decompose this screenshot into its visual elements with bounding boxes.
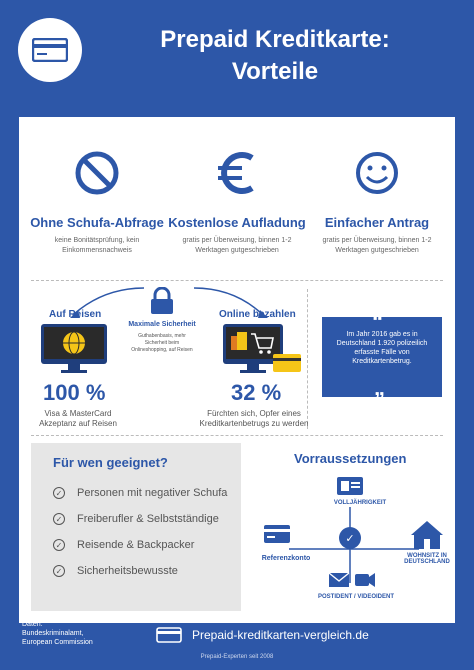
requirement-age: VOLLJÄHRIGKEIT <box>333 500 387 506</box>
credit-card-icon <box>32 38 68 62</box>
user-check-icon: ✓ <box>339 527 361 549</box>
footer-url[interactable]: Prepaid-kreditkarten-vergleich.de <box>192 628 369 642</box>
residence-line-2: DEUTSCHLAND <box>404 559 450 565</box>
quote-close-icon: „ <box>374 375 385 400</box>
no-sign-icon <box>27 145 167 201</box>
monitor-globe-icon <box>41 324 107 374</box>
check-circle-icon: ✓ <box>53 539 65 551</box>
footer-brand[interactable] <box>156 627 369 643</box>
requirement-account: Referenzkonto <box>261 555 311 562</box>
feature-no-schufa <box>27 145 167 256</box>
smiley-icon <box>307 145 447 201</box>
feature-text: keine Bonitätsprüfung, kein Einkommensnachweis <box>54 237 140 254</box>
check-circle-icon: ✓ <box>53 487 65 499</box>
security-text: Guthabenbasis, mehr Sicherheit beim Onlineshopping, auf Reisen <box>131 333 193 353</box>
footer-tagline: Prepaid-Experten seit 2008 <box>200 654 274 660</box>
residence-line-1: WOHNSITZ IN <box>407 553 447 559</box>
divider <box>307 289 308 429</box>
list-item <box>53 487 227 499</box>
euro-icon <box>167 145 307 201</box>
quote-box <box>322 309 442 400</box>
credit-card-icon <box>156 627 182 643</box>
feature-title: Ohne Schufa-Abfrage <box>30 215 164 230</box>
online-percent: 32 % <box>231 380 282 405</box>
feature-title: Einfacher Antrag <box>324 215 430 230</box>
sources-label: Daten: <box>22 621 43 628</box>
list-item-label: Sicherheitsbewusste <box>77 565 178 577</box>
list-item <box>53 513 219 525</box>
check-circle-icon: ✓ <box>53 565 65 577</box>
requirement-ident: POSTIDENT / VIDEOIDENT <box>317 594 394 600</box>
source-1: Bundeskriminalamt, <box>22 630 84 637</box>
list-item <box>53 539 194 551</box>
quote-text: Im Jahr 2016 gab es in Deutschland 1.920 polizeilich erfasste Fälle von Kreditkartenbetrug. <box>336 331 428 365</box>
security-title: Maximale Sicherheit <box>128 321 196 328</box>
sources <box>22 620 93 647</box>
page-title <box>95 24 455 88</box>
travel-text: Visa & MasterCard Akzeptanz auf Reisen <box>39 409 117 428</box>
feature-title: Kostenlose Aufladung <box>168 215 306 230</box>
feature-text: gratis per Überweisung, binnen 1-2 Werktagen gutgeschrieben <box>182 237 292 254</box>
source-2: European Commission <box>22 639 93 646</box>
online-title: Online bezahlen <box>219 309 296 320</box>
list-item-label: Personen mit negativer Schufa <box>77 487 228 499</box>
online-text: Fürchten sich, Opfer eines Kreditkartenbetrugs zu werden <box>199 409 309 428</box>
travel-title: Auf Reisen <box>49 309 102 320</box>
divider <box>31 435 443 436</box>
title-line-2: Vorteile <box>231 58 319 85</box>
feature-text: gratis per Überweisung, binnen 1-2 Werktagen gutgeschrieben <box>322 237 432 254</box>
suitable-for-heading: Für wen geeignet? <box>53 455 168 470</box>
requirement-residence <box>399 553 455 565</box>
feature-free-topup <box>167 145 307 256</box>
feature-easy-application <box>307 145 447 256</box>
monitor-shopping-icon <box>223 324 303 380</box>
credit-card-logo <box>18 18 82 82</box>
content-panel <box>19 117 455 623</box>
title-line-1: Prepaid Kreditkarte: <box>160 26 390 53</box>
check-circle-icon: ✓ <box>53 513 65 525</box>
travel-percent: 100 % <box>43 380 106 405</box>
quote-open-icon: “ <box>372 309 383 334</box>
list-item-label: Freiberufler & Selbstständige <box>77 513 219 525</box>
list-item-label: Reisende & Backpacker <box>77 539 195 551</box>
suitable-for-box <box>31 443 241 611</box>
lock-icon <box>150 287 174 315</box>
requirements-heading: Vorraussetzungen <box>294 451 407 466</box>
list-item <box>53 565 178 577</box>
